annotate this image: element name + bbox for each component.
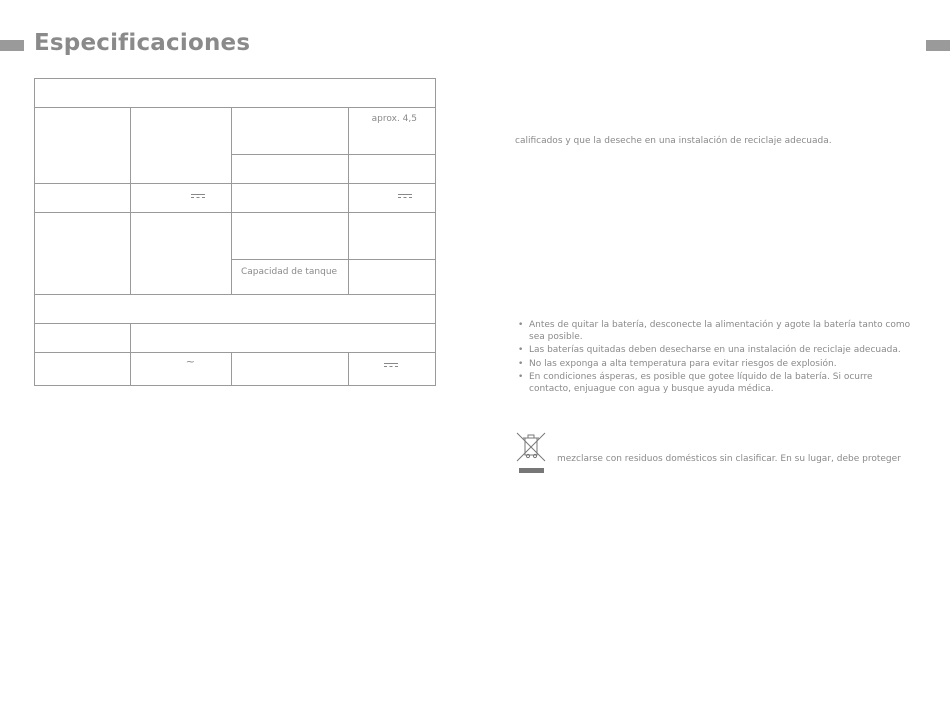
list-item: • Antes de quitar la batería, desconecte la alimentación y agote la batería tanto como sea posible.: [518, 320, 911, 342]
table-cell: [349, 155, 436, 184]
page-title: Especificaciones: [34, 30, 251, 56]
table-cell: [131, 324, 436, 353]
table-cell: [35, 108, 131, 184]
table-cell: [35, 295, 436, 324]
table-row: [35, 295, 436, 324]
table-cell: [232, 155, 349, 184]
table-row: [35, 324, 436, 353]
list-item: • Las baterías quitadas deben desecharse en una instalación de reciclaje adecuada.: [518, 345, 901, 355]
table-row: [35, 213, 436, 260]
table-cell: [232, 213, 349, 260]
table-cell: [35, 79, 436, 108]
table-cell: [232, 353, 349, 386]
table-cell: [131, 184, 232, 213]
dc-current-icon: [191, 194, 205, 198]
table-cell: [232, 108, 349, 155]
table-row: [35, 79, 436, 108]
table-cell: [131, 108, 232, 184]
spec-table: [34, 78, 436, 386]
table-cell: [35, 353, 131, 386]
left-page-tab: [0, 40, 24, 51]
weight-value: aprox. 4,5: [349, 108, 436, 155]
table-cell: [349, 260, 436, 295]
table-cell: [35, 324, 131, 353]
battery-warning-list: [515, 320, 915, 397]
dc-current-icon: [398, 194, 412, 198]
ac-current-icon: ~: [185, 355, 195, 368]
weee-disposal-text: mezclarse con residuos domésticos sin clasificar. En su lugar, debe proteger: [557, 454, 901, 464]
table-cell: [35, 213, 131, 295]
tank-capacity-label: Capacidad de tanque: [232, 260, 349, 295]
right-page-tab: [926, 40, 950, 51]
table-cell: [131, 353, 232, 386]
table-row: [35, 353, 436, 386]
table-cell: [349, 353, 436, 386]
list-item: • No las exponga a alta temperatura para evitar riesgos de explosión.: [518, 358, 837, 369]
table-cell: [131, 213, 232, 295]
dc-current-icon: [384, 363, 398, 367]
list-item: • En condiciones ásperas, es posible que gotee líquido de la batería. Si ocurre contacto, enjuague con agua y busque ayuda médica.: [518, 372, 873, 394]
crossed-out-bin-icon: [516, 432, 546, 474]
table-row: [35, 184, 436, 213]
table-cell: [349, 213, 436, 260]
table-cell: [232, 184, 349, 213]
table-cell: [349, 184, 436, 213]
table-cell: [35, 184, 131, 213]
table-row: [35, 108, 436, 155]
recycle-text: calificados y que la deseche en una instalación de reciclaje adecuada.: [515, 136, 832, 146]
